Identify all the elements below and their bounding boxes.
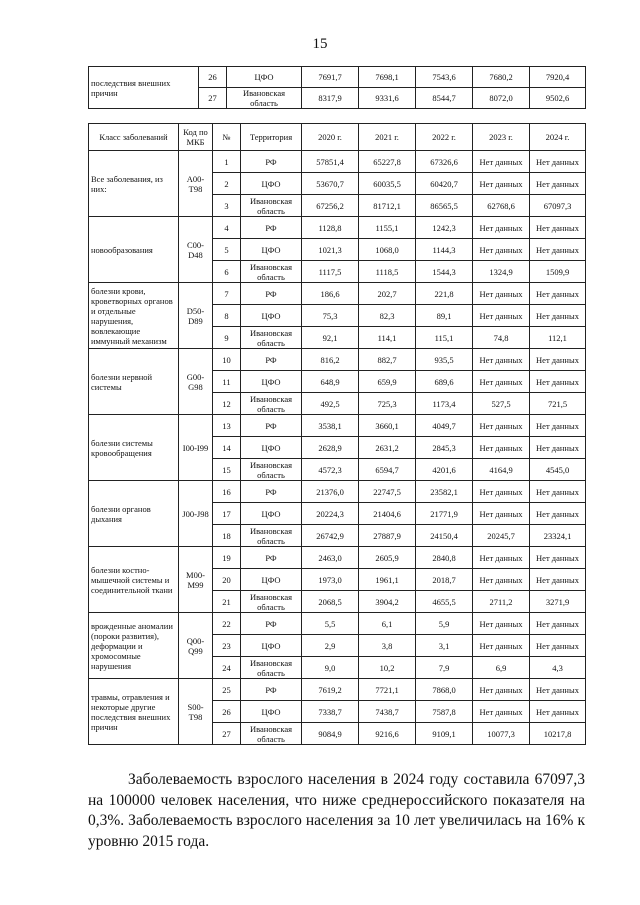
table-cell: 26 xyxy=(213,701,241,723)
table-cell: Нет данных xyxy=(530,437,586,459)
table-cell: 4572,3 xyxy=(302,459,359,481)
table-cell: 89,1 xyxy=(416,305,473,327)
table-cell: 3 xyxy=(213,195,241,217)
table-cell: Нет данных xyxy=(530,305,586,327)
table-cell: 23324,1 xyxy=(530,525,586,547)
table-cell: 6 xyxy=(213,261,241,283)
table-cell: Нет данных xyxy=(473,569,530,591)
table-cell: Нет данных xyxy=(530,283,586,305)
table-cell: 16 xyxy=(213,481,241,503)
table-cell: 2711,2 xyxy=(473,591,530,613)
table-cell: Нет данных xyxy=(530,613,586,635)
page-number: 15 xyxy=(312,36,328,52)
table-cell: 935,5 xyxy=(416,349,473,371)
table-cell: 1144,3 xyxy=(416,239,473,261)
table-cell: РФ xyxy=(241,679,302,701)
table-cell: 7338,7 xyxy=(302,701,359,723)
table-cell: 3271,9 xyxy=(530,591,586,613)
table-cell: 7691,7 xyxy=(302,67,359,88)
table-cell: 4164,9 xyxy=(473,459,530,481)
table-cell: 3,8 xyxy=(359,635,416,657)
icd-code-cell: Q00-Q99 xyxy=(179,613,213,679)
disease-class-cell: врожденные аномалии (пороки развития), деформации и хромосомные нарушения xyxy=(89,613,179,679)
table-cell: Нет данных xyxy=(530,173,586,195)
disease-class-cell: болезни системы кровообращения xyxy=(89,415,179,481)
table-cell: Нет данных xyxy=(530,701,586,723)
table-cell: 5 xyxy=(213,239,241,261)
table-cell: 6,9 xyxy=(473,657,530,679)
table-cell: 22 xyxy=(213,613,241,635)
table-cell: 2605,9 xyxy=(359,547,416,569)
table-cell: 4545,0 xyxy=(530,459,586,481)
top-table-fragment xyxy=(88,66,586,109)
table-cell: 13 xyxy=(213,415,241,437)
table-cell: 3,1 xyxy=(416,635,473,657)
table-cell: ЦФО xyxy=(241,305,302,327)
table-cell: 20 xyxy=(213,569,241,591)
table-cell: 1117,5 xyxy=(302,261,359,283)
table-cell: Ивановская область xyxy=(241,459,302,481)
table-cell: ЦФО xyxy=(227,67,302,88)
table-cell: 186,6 xyxy=(302,283,359,305)
table-cell: РФ xyxy=(241,613,302,635)
table-cell: РФ xyxy=(241,481,302,503)
table-cell: 26 xyxy=(199,67,227,88)
table-cell: 721,5 xyxy=(530,393,586,415)
table-cell: 82,3 xyxy=(359,305,416,327)
table-cell: 27887,9 xyxy=(359,525,416,547)
table-cell: 9 xyxy=(213,327,241,349)
table-cell: Нет данных xyxy=(473,173,530,195)
table-cell: 2845,3 xyxy=(416,437,473,459)
table-cell: Ивановская область xyxy=(241,591,302,613)
table-cell: 7543,6 xyxy=(416,67,473,88)
table-cell: 62768,6 xyxy=(473,195,530,217)
table-cell: Ивановская область xyxy=(241,195,302,217)
table-cell: 20224,3 xyxy=(302,503,359,525)
table-cell: ЦФО xyxy=(241,635,302,657)
table-cell: 27 xyxy=(213,723,241,745)
table-row xyxy=(89,679,586,701)
table-cell: 648,9 xyxy=(302,371,359,393)
table-cell: 57851,4 xyxy=(302,151,359,173)
morbidity-table xyxy=(88,123,586,745)
table-cell: 7,9 xyxy=(416,657,473,679)
table-cell: 725,3 xyxy=(359,393,416,415)
table-cell: Нет данных xyxy=(473,371,530,393)
summary-paragraph: Заболеваемость взрослого населения в 2024 году составила 67097,3 на 100000 человек населения, что ниже среднероссийского показателя на 0,3%. Заболеваемость взрослого населения за 10 лет увеличилась на 16% к уровню 2015 года. xyxy=(88,771,585,850)
table-cell: 7587,8 xyxy=(416,701,473,723)
table-cell: Нет данных xyxy=(473,503,530,525)
table-cell: Нет данных xyxy=(530,481,586,503)
table-cell: 21376,0 xyxy=(302,481,359,503)
table-cell: 10077,3 xyxy=(473,723,530,745)
table-cell: Ивановская область xyxy=(241,393,302,415)
table-cell: Нет данных xyxy=(530,151,586,173)
table-cell: 92,1 xyxy=(302,327,359,349)
table-cell: 2018,7 xyxy=(416,569,473,591)
table-row xyxy=(89,217,586,239)
table-cell: Нет данных xyxy=(473,437,530,459)
table-cell: 1 xyxy=(213,151,241,173)
column-header: Код по МКБ xyxy=(179,124,213,151)
table-cell: 67097,3 xyxy=(530,195,586,217)
table-cell: ЦФО xyxy=(241,239,302,261)
table-row xyxy=(89,547,586,569)
table-cell: 527,5 xyxy=(473,393,530,415)
table-cell: 1242,3 xyxy=(416,217,473,239)
disease-class-cell: болезни органов дыхания xyxy=(89,481,179,547)
table-cell: 7920,4 xyxy=(530,67,586,88)
column-header: Класс заболеваний xyxy=(89,124,179,151)
table-row xyxy=(89,613,586,635)
table-cell: Нет данных xyxy=(473,305,530,327)
table-cell: 7680,2 xyxy=(473,67,530,88)
table-cell: 18 xyxy=(213,525,241,547)
table-cell: РФ xyxy=(241,547,302,569)
table-cell: 25 xyxy=(213,679,241,701)
table-cell: 6,1 xyxy=(359,613,416,635)
table-cell: Ивановская область xyxy=(241,723,302,745)
table-cell: 4201,6 xyxy=(416,459,473,481)
table-cell: Нет данных xyxy=(473,635,530,657)
table-cell: Нет данных xyxy=(530,349,586,371)
table-row xyxy=(89,481,586,503)
table-cell: 3538,1 xyxy=(302,415,359,437)
table-cell: 2 xyxy=(213,173,241,195)
column-header: 2023 г. xyxy=(473,124,530,151)
icd-code-cell: I00-I99 xyxy=(179,415,213,481)
column-header: Территория xyxy=(241,124,302,151)
table-cell: 75,3 xyxy=(302,305,359,327)
table-cell: Нет данных xyxy=(530,503,586,525)
table-cell: 10,2 xyxy=(359,657,416,679)
table-cell: Ивановская область xyxy=(241,261,302,283)
table-cell: 7868,0 xyxy=(416,679,473,701)
table-cell: 22747,5 xyxy=(359,481,416,503)
table-cell: 114,1 xyxy=(359,327,416,349)
table-cell: ЦФО xyxy=(241,503,302,525)
icd-code-cell: D50-D89 xyxy=(179,283,213,349)
table-cell: 2840,8 xyxy=(416,547,473,569)
table-cell: Нет данных xyxy=(530,217,586,239)
table-cell: Нет данных xyxy=(530,239,586,261)
icd-code-cell: S00-T98 xyxy=(179,679,213,745)
table-cell: 1155,1 xyxy=(359,217,416,239)
table-header-row xyxy=(89,124,586,151)
table-cell: Нет данных xyxy=(473,679,530,701)
table-cell: 86565,5 xyxy=(416,195,473,217)
table-cell: 9,0 xyxy=(302,657,359,679)
table-cell: Нет данных xyxy=(473,217,530,239)
table-cell: 2628,9 xyxy=(302,437,359,459)
icd-code-cell: C00-D48 xyxy=(179,217,213,283)
table-cell: Нет данных xyxy=(473,701,530,723)
table-cell: Ивановская область xyxy=(241,327,302,349)
table-cell: 8 xyxy=(213,305,241,327)
table-cell: 81712,1 xyxy=(359,195,416,217)
table-cell: 202,7 xyxy=(359,283,416,305)
table-row xyxy=(89,415,586,437)
table-cell: 7438,7 xyxy=(359,701,416,723)
table-cell: 67326,6 xyxy=(416,151,473,173)
column-header: № xyxy=(213,124,241,151)
table-cell: 115,1 xyxy=(416,327,473,349)
table-cell: РФ xyxy=(241,415,302,437)
table-cell: Нет данных xyxy=(473,283,530,305)
table-cell: 4655,5 xyxy=(416,591,473,613)
table-cell: 221,8 xyxy=(416,283,473,305)
disease-class-cell: болезни крови, кроветворных органов и отдельные нарушения, вовлекающие иммунный механизм xyxy=(89,283,179,349)
table-cell: 19 xyxy=(213,547,241,569)
disease-class-cell: Все заболевания, из них: xyxy=(89,151,179,217)
table-cell: 26742,9 xyxy=(302,525,359,547)
table-cell: Нет данных xyxy=(530,415,586,437)
table-cell: Нет данных xyxy=(530,679,586,701)
table-cell: 7698,1 xyxy=(359,67,416,88)
table-row xyxy=(89,283,586,305)
table-cell: 1021,3 xyxy=(302,239,359,261)
table-cell: 1068,0 xyxy=(359,239,416,261)
table-cell: 8072,0 xyxy=(473,88,530,109)
table-cell: 2631,2 xyxy=(359,437,416,459)
table-cell: 17 xyxy=(213,503,241,525)
table-cell: 4 xyxy=(213,217,241,239)
table-cell: Нет данных xyxy=(473,613,530,635)
table-cell: 20245,7 xyxy=(473,525,530,547)
table-cell: 21771,9 xyxy=(416,503,473,525)
table-cell: 2463,0 xyxy=(302,547,359,569)
table-cell: Ивановская область xyxy=(241,657,302,679)
icd-code-cell: M00-M99 xyxy=(179,547,213,613)
table-cell: 74,8 xyxy=(473,327,530,349)
table-cell: 9331,6 xyxy=(359,88,416,109)
disease-class-cell: болезни нервной системы xyxy=(89,349,179,415)
table-cell: РФ xyxy=(241,283,302,305)
table-cell: 24150,4 xyxy=(416,525,473,547)
table-cell: 882,7 xyxy=(359,349,416,371)
table-cell: 8317,9 xyxy=(302,88,359,109)
table-cell: 9109,1 xyxy=(416,723,473,745)
column-header: 2024 г. xyxy=(530,124,586,151)
table-cell: 1173,4 xyxy=(416,393,473,415)
table-cell: 112,1 xyxy=(530,327,586,349)
icd-code-cell: J00-J98 xyxy=(179,481,213,547)
column-header: 2022 г. xyxy=(416,124,473,151)
table-cell: 60420,7 xyxy=(416,173,473,195)
table-cell: 12 xyxy=(213,393,241,415)
column-header: 2021 г. xyxy=(359,124,416,151)
table-row xyxy=(89,67,586,88)
table-cell: 67256,2 xyxy=(302,195,359,217)
table-cell: 1544,3 xyxy=(416,261,473,283)
table-cell: 8544,7 xyxy=(416,88,473,109)
table-cell: 689,6 xyxy=(416,371,473,393)
table-cell: ЦФО xyxy=(241,437,302,459)
table-cell: Нет данных xyxy=(530,547,586,569)
table-cell: 492,5 xyxy=(302,393,359,415)
table-cell: 10 xyxy=(213,349,241,371)
disease-class-cell: травмы, отравления и некоторые другие последствия внешних причин xyxy=(89,679,179,745)
table-cell: 14 xyxy=(213,437,241,459)
disease-class-cell: болезни костно-мышечной системы и соединительной ткани xyxy=(89,547,179,613)
table-cell: ЦФО xyxy=(241,173,302,195)
table-cell: ЦФО xyxy=(241,569,302,591)
table-cell: 1118,5 xyxy=(359,261,416,283)
table-cell: Нет данных xyxy=(473,547,530,569)
table-cell: 4049,7 xyxy=(416,415,473,437)
table-cell: 1961,1 xyxy=(359,569,416,591)
disease-class-cell: новообразования xyxy=(89,217,179,283)
table-row xyxy=(89,151,586,173)
table-cell: 1973,0 xyxy=(302,569,359,591)
table-cell: 23582,1 xyxy=(416,481,473,503)
table-cell: Нет данных xyxy=(473,151,530,173)
table-cell: 7619,2 xyxy=(302,679,359,701)
table-row xyxy=(89,349,586,371)
table-cell: 3904,2 xyxy=(359,591,416,613)
table-cell: Ивановская область xyxy=(227,88,302,109)
table-cell: 7721,1 xyxy=(359,679,416,701)
table-cell: 10217,8 xyxy=(530,723,586,745)
table-cell: 816,2 xyxy=(302,349,359,371)
column-header: 2020 г. xyxy=(302,124,359,151)
table-cell: Нет данных xyxy=(473,481,530,503)
table-cell: 24 xyxy=(213,657,241,679)
table-cell: 2,9 xyxy=(302,635,359,657)
table-cell: 659,9 xyxy=(359,371,416,393)
table-cell: 1128,8 xyxy=(302,217,359,239)
table-cell: 9502,6 xyxy=(530,88,586,109)
table-cell: 3660,1 xyxy=(359,415,416,437)
table-cell: РФ xyxy=(241,349,302,371)
table-cell: Нет данных xyxy=(530,569,586,591)
table-cell: 27 xyxy=(199,88,227,109)
table-cell: 2068,5 xyxy=(302,591,359,613)
table-cell: 1324,9 xyxy=(473,261,530,283)
table-cell: 23 xyxy=(213,635,241,657)
table-cell: Ивановская область xyxy=(241,525,302,547)
table-cell: 4,3 xyxy=(530,657,586,679)
table-cell: 65227,8 xyxy=(359,151,416,173)
table-cell: 9216,6 xyxy=(359,723,416,745)
table-cell: 21404,6 xyxy=(359,503,416,525)
table-cell: ЦФО xyxy=(241,701,302,723)
table-cell: 21 xyxy=(213,591,241,613)
table-cell: ЦФО xyxy=(241,371,302,393)
table-cell: Нет данных xyxy=(473,349,530,371)
table-cell: 15 xyxy=(213,459,241,481)
disease-class-cell: последствия внешних причин xyxy=(89,67,199,109)
table-cell: 6594,7 xyxy=(359,459,416,481)
icd-code-cell: G00-G98 xyxy=(179,349,213,415)
table-cell: 60035,5 xyxy=(359,173,416,195)
table-cell: РФ xyxy=(241,151,302,173)
table-cell: Нет данных xyxy=(473,415,530,437)
table-cell: Нет данных xyxy=(530,371,586,393)
table-cell: 5,9 xyxy=(416,613,473,635)
table-cell: 53670,7 xyxy=(302,173,359,195)
table-cell: 5,5 xyxy=(302,613,359,635)
table-cell: Нет данных xyxy=(473,239,530,261)
table-cell: РФ xyxy=(241,217,302,239)
table-cell: 9084,9 xyxy=(302,723,359,745)
table-cell: Нет данных xyxy=(530,635,586,657)
icd-code-cell: A00-T98 xyxy=(179,151,213,217)
table-cell: 1509,9 xyxy=(530,261,586,283)
table-cell: 11 xyxy=(213,371,241,393)
table-cell: 7 xyxy=(213,283,241,305)
